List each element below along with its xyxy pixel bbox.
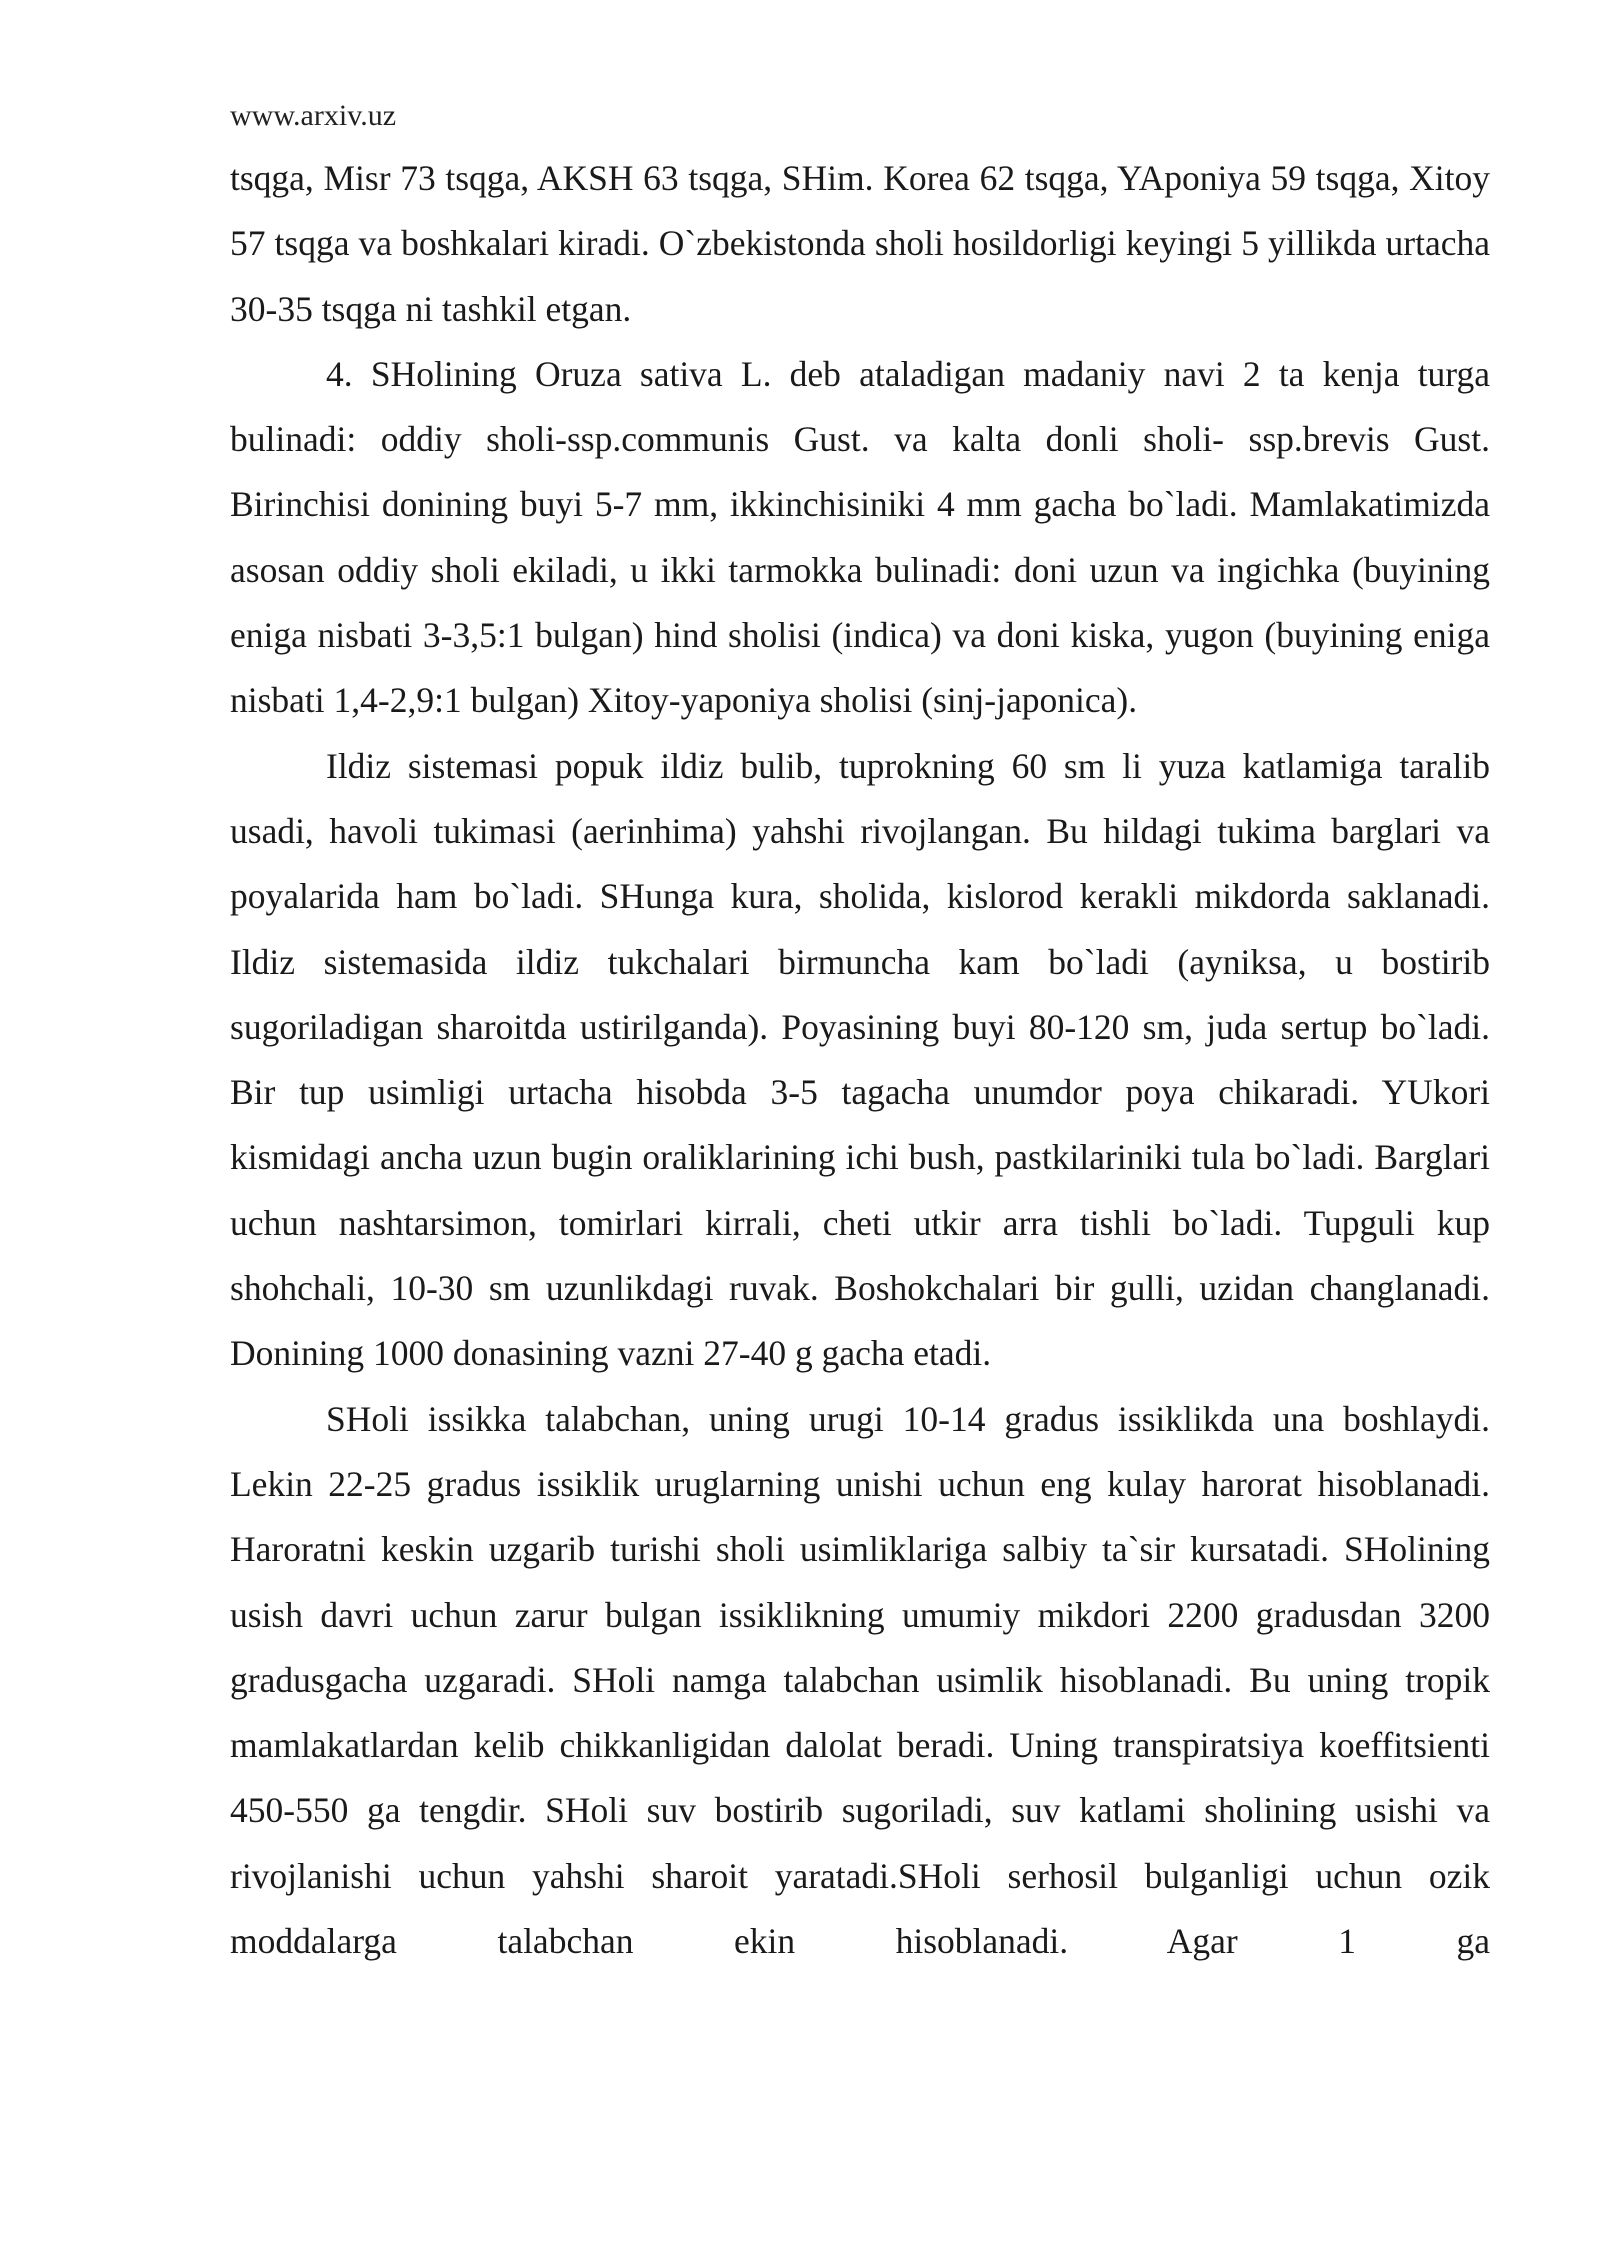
paragraph-2: 4. SHolining Oruza sativa L. deb ataladigan madaniy navi 2 ta kenja turga bulinadi: oddiy sholi-ssp.communis Gust. va kalta donli sholi- ssp.brevis Gust. Birinchisi donining buyi 5-7 mm, ikkinchisiniki 4 mm gacha bo`ladi. Mamlakatimizda asosan oddiy sholi ekiladi, u ikki tarmokka bulinadi: doni uzun va ingichka (buyining eniga nisbati 3-3,5:1 bulgan) hind sholisi (indica) va doni kiska, yugon (buyining eniga nisbati 1,4-2,9:1 bulgan) Xitoy-yaponiya sholisi (sinj-japonica).: [230, 353, 1490, 721]
paragraph-3: Ildiz sistemasi popuk ildiz bulib, tuprokning 60 sm li yuza katlamiga taralib usadi, havoli tukimasi (aerinhima) yahshi rivojlangan. Bu hildagi tukima barglari va poyalarida ham bo`ladi. SHunga kura, sholida, kislorod kerakli mikdorda saklanadi. Ildiz sistemasida ildiz tukchalari birmuncha kam bo`ladi (ayniksa, u bostirib sugoriladigan sharoitda ustirilganda). Poyasining buyi 80-120 sm, juda sertup bo`ladi. Bir tup usimligi urtacha hisobda 3-5 tagacha unumdor poya chikaradi. YUkori kismidagi ancha uzun bugin oraliklarining ichi bush, pastkilariniki tula bo`ladi. Barglari uchun nashtarsimon, tomirlari kirrali, cheti utkir arra tishli bo`ladi. Tupguli kup shohchali, 10-30 sm uzunlikdagi ruvak. Boshokchalari bir gulli, uzidan changlanadi. Donining 1000 donasining vazni 27-40 g gacha etadi.: [230, 745, 1490, 1374]
document-body: [230, 146, 1490, 1974]
page-header-site[interactable]: www.arxiv.uz: [230, 99, 397, 132]
paragraph-1: tsqga, Misr 73 tsqga, AKSH 63 tsqga, SHim. Korea 62 tsqga, YAponiya 59 tsqga, Xitoy 57 tsqga va boshkalari kiradi. O`zbekistonda sholi hosildorligi keyingi 5 yillikda urtacha 30-35 tsqga ni tashkil etgan.: [230, 158, 1490, 329]
paragraph-4: SHoli issikka talabchan, uning urugi 10-14 gradus issiklikda una boshlaydi. Lekin 22-25 gradus issiklik uruglarning unishi uchun eng kulay harorat hisoblanadi. Haroratni keskin uzgarib turishi sholi usimliklariga salbiy ta`sir kursatadi. SHolining usish davri uchun zarur bulgan issiklikning umumiy mikdori 2200 gradusdan 3200 gradusgacha uzgaradi. SHoli namga talabchan usimlik hisoblanadi. Bu uning tropik mamlakatlardan kelib chikkanligidan dalolat beradi. Uning transpiratsiya koeffitsienti 450-550 ga tengdir. SHoli suv bostirib sugoriladi, suv katlami sholining usishi va rivojlanishi uchun yahshi sharoit yaratadi.SHoli serhosil bulganligi uchun ozik moddalarga talabchan ekin hisoblanadi. Agar 1 ga: [230, 1398, 1490, 1962]
